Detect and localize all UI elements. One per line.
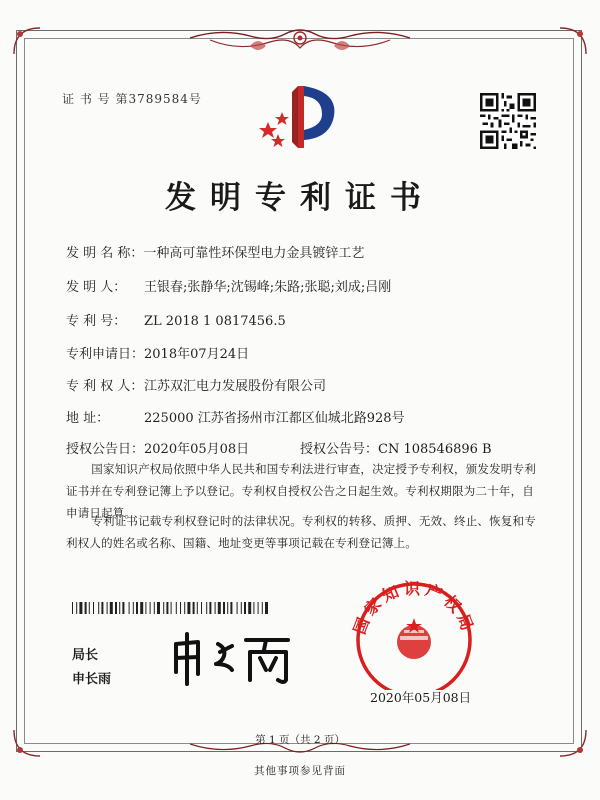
inventor-row	[66, 276, 391, 295]
inventor-value: 王银春;张静华;沈锡峰;朱路;张聪;刘成;吕刚	[144, 280, 392, 295]
statement-paragraph-2: 专利证书记载专利权登记时的法律状况。专利权的转移、质押、无效、终止、恢复和专利权人的姓名或名称、国籍、地址变更等事项记载在专利登记簿上。	[66, 514, 536, 550]
grant-number-row	[300, 438, 492, 457]
certificate-title: 发明专利证书	[165, 180, 435, 216]
address-label: 地 址：	[66, 411, 110, 426]
cnipa-logo-icon	[258, 82, 344, 152]
address-row	[66, 407, 405, 426]
patentee-row	[66, 375, 326, 394]
qr-code-icon	[480, 93, 536, 149]
invention-name-row	[66, 242, 364, 261]
invention-name-value: 一种高可靠性环保型电力金具镀锌工艺	[143, 246, 365, 261]
statement-paragraph-1: 国家知识产权局依照中华人民共和国专利法进行审查，决定授予专利权，颁发发明专利证书并在专利登记簿上予以登记。专利权自授权公告之日起生效。专利权期限为二十年，自申请日起算。	[66, 462, 536, 520]
official-seal-icon	[348, 578, 480, 690]
patent-number-row	[66, 310, 286, 329]
grant-number-label: 授权公告号：	[300, 442, 379, 457]
grant-date-row	[66, 438, 249, 457]
patent-number-value: ZL 2018 1 0817456.5	[144, 314, 286, 329]
grant-date-value: 2020年05月08日	[144, 442, 250, 457]
seal-date: 2020年05月08日	[370, 690, 472, 705]
grant-date-label: 授权公告日：	[66, 442, 145, 457]
corner-ornament-icon	[10, 24, 44, 58]
certificate-number: 证 书 号 第3789584号	[62, 92, 202, 106]
barcode-icon	[72, 602, 268, 614]
filing-date-value: 2018年07月24日	[144, 347, 250, 362]
handwritten-signature-icon	[168, 630, 298, 686]
top-ornament-icon	[190, 26, 410, 60]
corner-ornament-icon	[556, 24, 590, 58]
signatory-name: 申长雨	[72, 672, 112, 687]
page-indicator: 第 1 页（共 2 页）	[255, 734, 345, 746]
inventor-label: 发 明 人：	[66, 280, 127, 295]
signatory-title: 局长	[72, 648, 99, 663]
grant-number-value: CN 108546896 B	[378, 442, 492, 457]
invention-name-label: 发 明 名 称：	[66, 246, 144, 261]
footer-note: 其他事项参见背面	[254, 765, 346, 777]
filing-date-row	[66, 343, 249, 362]
patentee-value: 江苏双汇电力发展股份有限公司	[144, 379, 327, 394]
patent-number-label: 专 利 号：	[66, 314, 127, 329]
svg-text:国家知识产权局: 国家知识产权局	[349, 579, 479, 637]
address-value: 225000 江苏省扬州市江都区仙城北路928号	[144, 411, 405, 426]
patentee-label: 专 利 权 人：	[66, 379, 144, 394]
filing-date-label: 专利申请日：	[66, 347, 145, 362]
